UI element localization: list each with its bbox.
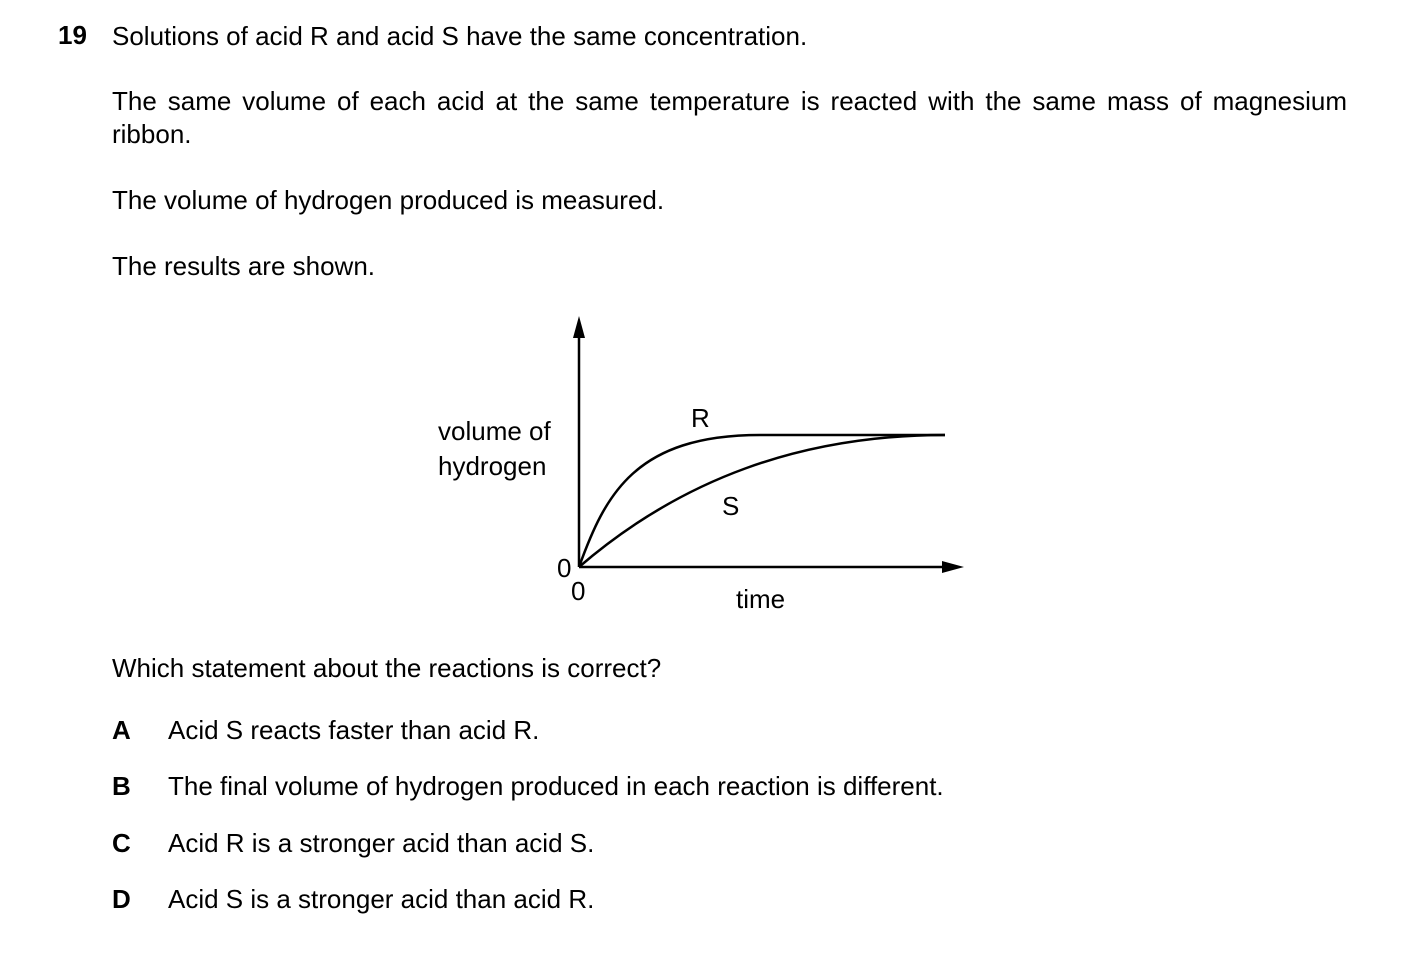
question-paragraph-2: The volume of hydrogen produced is measured. xyxy=(112,185,665,215)
option-text: Acid R is a stronger acid than acid S. xyxy=(168,828,595,858)
question-intro: Solutions of acid R and acid S have the same concentration. xyxy=(112,21,808,51)
origin-x-label: 0 xyxy=(571,576,586,606)
curve-r-label: R xyxy=(691,403,710,433)
x-axis-label: time xyxy=(736,584,786,614)
y-axis-label-line-2: hydrogen xyxy=(438,451,547,481)
y-axis-label-line-1: volume of xyxy=(438,416,551,446)
x-axis-arrow-icon xyxy=(942,561,964,573)
question-paragraph-1: The same volume of each acid at the same temperature is reacted with the same mass of magnesium ribbon. xyxy=(112,86,1347,149)
option-letter: A xyxy=(112,715,131,745)
option-letter: D xyxy=(112,884,131,914)
option-text: Acid S reacts faster than acid R. xyxy=(168,715,540,745)
question-prompt: Which statement about the reactions is correct? xyxy=(112,653,662,683)
question-number: 19 xyxy=(58,20,87,50)
curve-s xyxy=(579,435,945,567)
question-paragraph-3: The results are shown. xyxy=(112,251,376,281)
curve-r xyxy=(579,435,945,567)
origin-y-label: 0 xyxy=(557,553,572,583)
curve-s-label: S xyxy=(722,491,740,521)
option-letter: B xyxy=(112,771,131,801)
option-text: The final volume of hydrogen produced in each reaction is different. xyxy=(168,771,944,801)
option-text: Acid S is a stronger acid than acid R. xyxy=(168,884,595,914)
option-letter: C xyxy=(112,828,131,858)
y-axis-arrow-icon xyxy=(573,316,585,338)
